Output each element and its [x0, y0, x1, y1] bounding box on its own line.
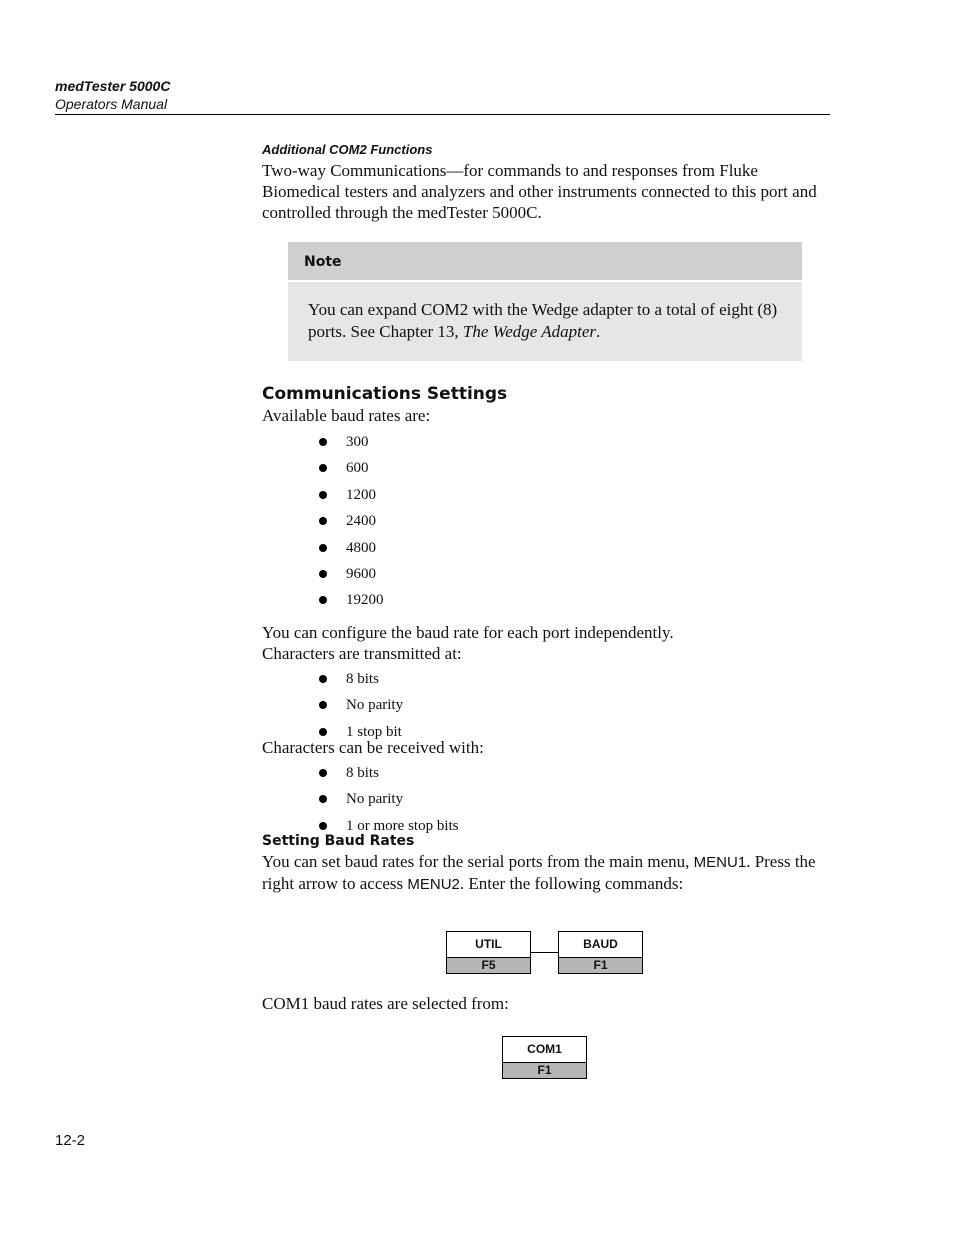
baud-rate-value: 600	[346, 460, 369, 477]
list-item	[262, 508, 832, 534]
note-label: Note	[288, 242, 802, 282]
baud-rate-value: 9600	[346, 566, 376, 583]
key-connector-line	[531, 952, 558, 953]
softkey-label: UTIL	[475, 937, 502, 951]
baud-rate-value: 1200	[346, 486, 376, 503]
list-item	[262, 482, 832, 508]
list-item	[262, 666, 832, 692]
list-item	[262, 429, 832, 455]
bullet-icon	[319, 822, 327, 830]
transmit-setting: 1 stop bit	[346, 723, 402, 740]
list-item	[262, 535, 832, 561]
bullet-icon	[319, 544, 327, 552]
page-header	[55, 77, 830, 113]
bullet-icon	[319, 517, 327, 525]
bullet-icon	[319, 464, 327, 472]
softkey-label: COM1	[527, 1042, 562, 1056]
baud-text-part: You can set baud rates for the serial ports from the main menu,	[262, 852, 694, 872]
additional-com2-heading: Additional COM2 Functions	[262, 142, 433, 157]
menu1-keyword: MENU1	[693, 854, 747, 872]
baud-softkey[interactable]	[558, 931, 643, 974]
transmit-setting: No parity	[346, 697, 404, 714]
list-item	[262, 760, 832, 786]
bullet-icon	[319, 491, 327, 499]
list-item	[262, 786, 832, 812]
bullet-icon	[319, 728, 327, 736]
setting-baud-rates-body	[262, 851, 832, 895]
softkey-function: F1	[503, 1062, 586, 1078]
transmitted-list	[262, 666, 832, 745]
baud-rate-value: 4800	[346, 539, 376, 556]
configure-text: You can configure the baud rate for each port independently.	[262, 622, 674, 642]
softkey-function: F1	[559, 957, 642, 973]
bullet-icon	[319, 438, 327, 446]
manual-title: medTester 5000C	[55, 78, 171, 94]
menu2-keyword: MENU2	[407, 876, 460, 894]
list-item	[262, 455, 832, 481]
communications-settings-heading: Communications Settings	[262, 384, 508, 404]
transmitted-intro: Characters are transmitted at:	[262, 643, 462, 663]
note-box	[288, 242, 802, 361]
received-intro: Characters can be received with:	[262, 738, 484, 758]
list-item	[262, 813, 832, 839]
receive-setting: 8 bits	[346, 765, 379, 782]
manual-subtitle: Operators Manual	[55, 96, 168, 112]
bullet-icon	[319, 675, 327, 683]
com1-intro: COM1 baud rates are selected from:	[262, 994, 509, 1013]
bullet-icon	[319, 701, 327, 709]
baud-text-part: . Enter the following commands:	[459, 874, 684, 894]
list-item	[262, 719, 832, 745]
baud-rate-value: 2400	[346, 513, 376, 530]
baud-rate-value: 300	[346, 434, 369, 450]
bullet-icon	[319, 795, 327, 803]
receive-setting: No parity	[346, 791, 404, 808]
note-chapter-title: The Wedge Adapter	[462, 322, 597, 341]
setting-baud-rates-heading: Setting Baud Rates	[262, 833, 415, 850]
list-item	[262, 561, 832, 587]
receive-setting: 1 or more stop bits	[346, 817, 459, 834]
page-number: 12-2	[55, 1132, 86, 1149]
list-item	[262, 587, 832, 613]
com1-softkey[interactable]	[502, 1036, 587, 1079]
note-text	[288, 282, 802, 361]
note-text-start: You can expand COM2 with the Wedge adapter to a total of eight (8) ports. See Chapter 13,	[308, 300, 778, 341]
received-list	[262, 760, 832, 839]
bullet-icon	[319, 769, 327, 777]
header-rule	[55, 114, 830, 115]
note-text-end: .	[596, 322, 601, 341]
additional-com2-body: Two-way Communications—for commands to and responses from Fluke Biomedical testers and analyzers and other instruments connected to this port and controlled through the medTester 5000C.	[262, 161, 817, 222]
transmit-setting: 8 bits	[346, 670, 379, 687]
baud-rate-list	[262, 429, 832, 614]
baud-rate-value: 19200	[346, 592, 384, 609]
bullet-icon	[319, 596, 327, 604]
util-softkey[interactable]	[446, 931, 531, 974]
main-content	[262, 141, 832, 895]
baud-text-part: . Press the right arrow to access	[262, 852, 816, 894]
bullet-icon	[319, 570, 327, 578]
list-item	[262, 692, 832, 718]
baud-rates-intro: Available baud rates are:	[262, 406, 431, 425]
softkey-label: BAUD	[583, 937, 618, 951]
softkey-function: F5	[447, 957, 530, 973]
